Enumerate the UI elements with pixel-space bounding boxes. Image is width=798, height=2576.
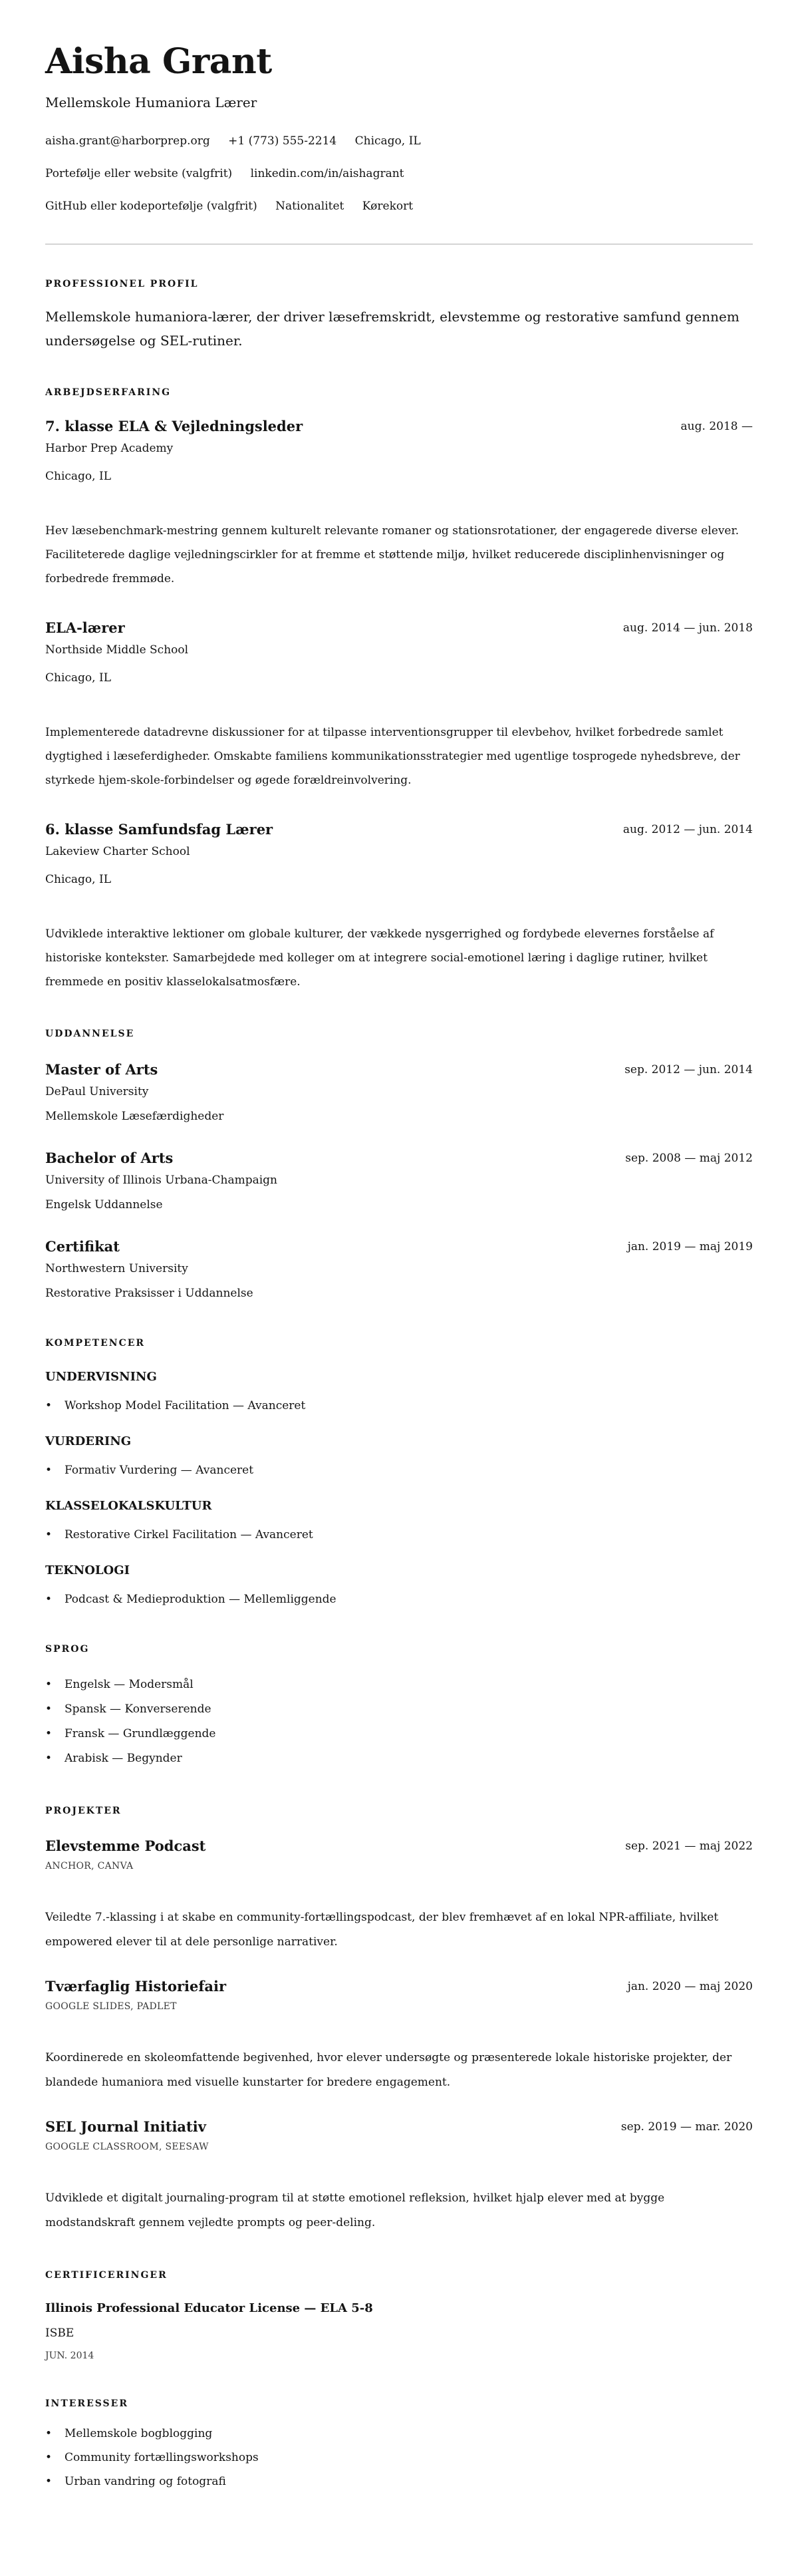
project-description: Koordinerede en skoleomfattende begivenhed, hvor elever undersøgte og præsenterede lokale historiske projekter, der blandede humaniora med visuelle kunstarter for bredere engagement. <box>45 2051 732 2089</box>
education-entry <box>45 1237 753 1303</box>
skill-list <box>45 1525 753 1545</box>
contact-license: Kørekort <box>362 200 414 213</box>
job-entry <box>45 618 753 792</box>
section-heading: PROJEKTER <box>45 1806 122 1816</box>
job-dates: aug. 2018 — <box>680 420 753 433</box>
contact-github[interactable]: GitHub eller kodeportefølje (valgfrit) <box>45 200 257 213</box>
section-heading: INTERESSER <box>45 2398 128 2409</box>
section-heading: ARBEJDSERFARING <box>45 387 172 398</box>
school-name: DePaul University <box>45 1085 149 1098</box>
field-of-study: Mellemskole Læsefærdigheder <box>45 1110 224 1123</box>
degree-title: Master of Arts <box>45 1061 158 1078</box>
contact-portfolio[interactable]: Portefølje eller website (valgfrit) <box>45 167 233 180</box>
project-entry <box>45 2117 753 2235</box>
education-section <box>45 1027 753 1303</box>
contact-linkedin[interactable]: linkedin.com/in/aishagrant <box>250 167 404 180</box>
skill-item: • Formativ Vurdering — Avanceret <box>45 1460 753 1480</box>
candidate-title: Mellemskole Humaniora Lærer <box>45 94 257 110</box>
field-of-study: Restorative Praksisser i Uddannelse <box>45 1287 253 1300</box>
certifications-section <box>45 2269 753 2364</box>
project-technologies: GOOGLE SLIDES, PADLET <box>45 2001 177 2012</box>
skill-list <box>45 1589 753 1609</box>
interest-list <box>45 2422 753 2494</box>
contact-nationality: Nationalitet <box>275 200 344 213</box>
skills-section <box>45 1337 753 1609</box>
languages-section <box>45 1643 753 1771</box>
education-header <box>45 1148 753 1168</box>
section-heading: CERTIFICERINGER <box>45 2270 168 2281</box>
language-item: • Spansk — Konverserende <box>45 1697 753 1722</box>
project-dates: sep. 2019 — mar. 2020 <box>620 2120 753 2134</box>
skill-item: • Podcast & Medieproduktion — Mellemliggende <box>45 1589 753 1609</box>
skill-category: TEKNOLOGI <box>45 1563 130 1577</box>
job-entry <box>45 820 753 994</box>
project-entry <box>45 1977 753 2095</box>
interest-item: • Urban vandring og fotografi <box>45 2470 753 2494</box>
profile-section <box>45 277 753 353</box>
project-description: Udviklede et digitalt journaling-program til at støtte emotionel refleksion, hvilket hjalp elever med at bygge modstandskraft gennem vejledte prompts og peer-deling. <box>45 2191 665 2229</box>
skill-item: • Workshop Model Facilitation — Avanceret <box>45 1396 753 1416</box>
skill-list <box>45 1396 753 1416</box>
education-header <box>45 1060 753 1080</box>
project-title: SEL Journal Initiativ <box>45 2118 206 2135</box>
contact-row <box>45 190 753 223</box>
skill-category: VURDERING <box>45 1434 132 1448</box>
contact-email[interactable]: aisha.grant@harborprep.org <box>45 134 210 148</box>
project-entry <box>45 1836 753 1955</box>
language-item: • Fransk — Grundlæggende <box>45 1722 753 1746</box>
experience-section <box>45 386 753 994</box>
job-organization: Lakeview Charter School <box>45 845 190 858</box>
certification-title: Illinois Professional Educator License — ELA 5-8 <box>45 2301 373 2315</box>
certification-entry <box>45 2299 753 2364</box>
profile-text: Mellemskole humaniora-lærer, der driver læsefremskridt, elevstemme og restorative samfund gennem undersøgelse og SEL-rutiner. <box>45 309 739 349</box>
education-dates: sep. 2008 — maj 2012 <box>625 1152 753 1165</box>
language-item: • Arabisk — Begynder <box>45 1746 753 1771</box>
project-header <box>45 1977 753 1997</box>
contact-phone[interactable]: +1 (773) 555-2214 <box>228 134 337 148</box>
school-name: Northwestern University <box>45 1262 188 1275</box>
education-entry <box>45 1148 753 1215</box>
job-dates: aug. 2012 — jun. 2014 <box>622 823 753 836</box>
header-divider <box>45 243 753 245</box>
job-description: Implementerede datadrevne diskussioner for at tilpasse interventionsgrupper til elevbehov, hvilket forbedrede samlet dygtighed i læseferdigheder. Omskabte familiens kommunikationsstrategier med ugentlige tosprogede nyhedsbreve, der styrkede hjem-skole-forbindelser og øgede forældreinvolvering. <box>45 726 740 787</box>
job-entry <box>45 416 753 591</box>
education-dates: sep. 2012 — jun. 2014 <box>624 1063 753 1076</box>
job-description: Hev læsebenchmark-mestring gennem kulturelt relevante romaner og stationsrotationer, der engagerede diverse elever. Faciliteterede daglige vejledningscirkler for at fremme et støttende miljø, hvilket reducerede disciplinhenvisninger og forbedrede fremmøde. <box>45 524 739 585</box>
project-technologies: ANCHOR, CANVA <box>45 1861 134 1871</box>
language-list <box>45 1673 753 1771</box>
education-dates: jan. 2019 — maj 2019 <box>627 1240 753 1253</box>
field-of-study: Engelsk Uddannelse <box>45 1198 163 1211</box>
degree-title: Bachelor of Arts <box>45 1150 174 1166</box>
skill-list <box>45 1460 753 1480</box>
project-technologies: GOOGLE CLASSROOM, SEESAW <box>45 2142 209 2152</box>
contact-location: Chicago, IL <box>354 134 421 148</box>
job-title: 7. klasse ELA & Vejledningsleder <box>45 418 303 434</box>
job-header <box>45 416 753 436</box>
contact-row <box>45 158 753 190</box>
certification-issuer: ISBE <box>45 2327 74 2340</box>
education-header <box>45 1237 753 1257</box>
school-name: University of Illinois Urbana-Champaign <box>45 1174 278 1187</box>
section-heading: SPROG <box>45 1644 90 1655</box>
project-dates: jan. 2020 — maj 2020 <box>627 1980 753 1993</box>
job-header <box>45 820 753 840</box>
job-location: Chicago, IL <box>45 671 111 685</box>
job-location: Chicago, IL <box>45 873 111 886</box>
job-dates: aug. 2014 — jun. 2018 <box>622 621 753 635</box>
section-heading: KOMPETENCER <box>45 1338 146 1349</box>
project-header <box>45 1836 753 1856</box>
section-heading: PROFESSIONEL PROFIL <box>45 279 199 289</box>
skill-category: UNDERVISNING <box>45 1370 157 1384</box>
education-entry <box>45 1060 753 1126</box>
project-title: Tværfaglig Historiefair <box>45 1978 227 1995</box>
interest-item: • Community fortællingsworkshops <box>45 2446 753 2470</box>
job-header <box>45 618 753 638</box>
job-location: Chicago, IL <box>45 470 111 483</box>
section-heading: UDDANNELSE <box>45 1029 135 1039</box>
project-header <box>45 2117 753 2137</box>
skill-item: • Restorative Cirkel Facilitation — Avanceret <box>45 1525 753 1545</box>
candidate-name: Aisha Grant <box>45 41 272 82</box>
interests-section <box>45 2397 753 2494</box>
job-title: ELA-lærer <box>45 619 125 636</box>
skill-category: KLASSELOKALSKULTUR <box>45 1499 212 1513</box>
project-description: Veiledte 7.-klassing i at skabe en community-fortællingspodcast, der blev fremhævet af en lokal NPR-affiliate, hvilket empowered elever til at dele personlige narrativer. <box>45 1911 719 1949</box>
interest-item: • Mellemskole bogblogging <box>45 2422 753 2446</box>
language-item: • Engelsk — Modersmål <box>45 1673 753 1697</box>
job-title: 6. klasse Samfundsfag Lærer <box>45 821 273 838</box>
degree-title: Certifikat <box>45 1238 120 1255</box>
projects-section <box>45 1804 753 2235</box>
contact-row <box>45 125 753 158</box>
certification-date: JUN. 2014 <box>45 2350 94 2361</box>
job-description: Udviklede interaktive lektioner om globale kulturer, der vækkede nysgerrighed og fordybede elevernes forståelse af historiske kontekster. Samarbejdede med kolleger om at integrere social-emotionel læring i daglige rutiner, hvilket fremmede en positiv klasselokalsatmosfære. <box>45 927 714 989</box>
job-organization: Harbor Prep Academy <box>45 442 174 455</box>
resume-header <box>45 42 753 223</box>
job-organization: Northside Middle School <box>45 643 189 657</box>
project-title: Elevstemme Podcast <box>45 1838 206 1854</box>
project-dates: sep. 2021 — maj 2022 <box>625 1840 753 1853</box>
